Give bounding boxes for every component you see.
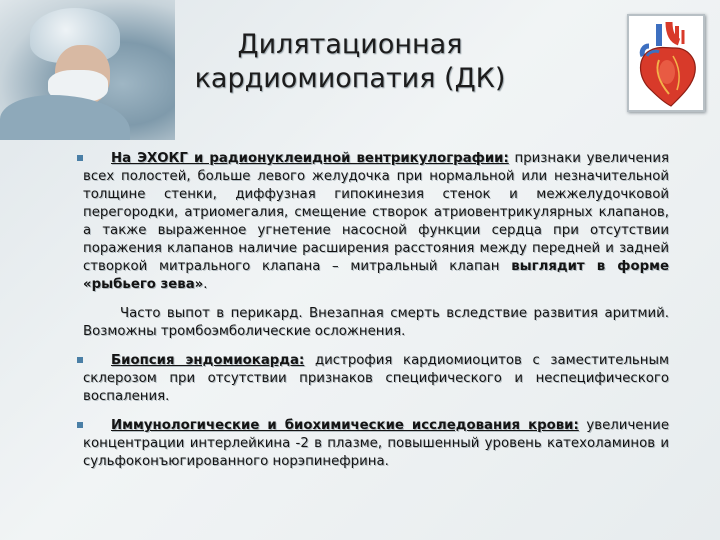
paragraph-text: Часто выпот в перикард. Внезапная смерть вследствие развития аритмий. Возможны тромбоэмболические осложнения. bbox=[83, 306, 669, 339]
paragraph-biopsy bbox=[83, 352, 669, 406]
heart-icon bbox=[629, 16, 703, 110]
bullet-icon bbox=[77, 357, 83, 363]
paragraph-emphasis: выглядит в форме «рыбьего зева» bbox=[83, 259, 669, 292]
paragraph-end: . bbox=[203, 277, 208, 292]
heart-anatomy-image bbox=[627, 14, 705, 112]
paragraph-blood-tests bbox=[83, 417, 669, 471]
paragraph-lead: Биопсия эндомиокарда: bbox=[111, 353, 305, 368]
surgical-gown bbox=[0, 95, 130, 140]
paragraph-text: признаки увеличения всех полостей, больше левого желудочка при нормальной или незначительной толщине стенки, диффузная гипокинезия стенок и межжелудочковой перегородки, атриомегалия, смещение створок атриовентрикулярных клапанов, а также выраженное угнетение насосной функции сердца при отсутствии поражения клапанов наличие расширения расстояния между передней и задней створкой митрального клапана – митральный клапан bbox=[83, 151, 669, 274]
paragraph-echocg bbox=[83, 150, 669, 294]
title-line-1: Дилятационная bbox=[237, 29, 463, 60]
paragraph-complications bbox=[83, 305, 669, 341]
surgeon-photo bbox=[0, 0, 175, 140]
bullet-icon bbox=[77, 422, 83, 428]
content-body bbox=[83, 150, 669, 482]
paragraph-lead: Иммунологические и биохимические исследования крови: bbox=[111, 418, 579, 433]
paragraph-text: дистрофия кардиомиоцитов с заместительным склерозом при отсутствии признаков специфического и неспецифического воспаления. bbox=[83, 353, 669, 404]
slide-title bbox=[150, 28, 550, 96]
title-line-2: кардиомиопатия (ДК) bbox=[194, 63, 506, 94]
bullet-icon bbox=[77, 155, 83, 161]
paragraph-lead: На ЭХОКГ и радионуклеидной вентрикулографии: bbox=[111, 151, 509, 166]
paragraph-text: увеличение концентрации интерлейкина -2 в плазме, повышенный уровень катехоламинов и сульфоконъюгированного норэпинефрина. bbox=[83, 418, 669, 469]
